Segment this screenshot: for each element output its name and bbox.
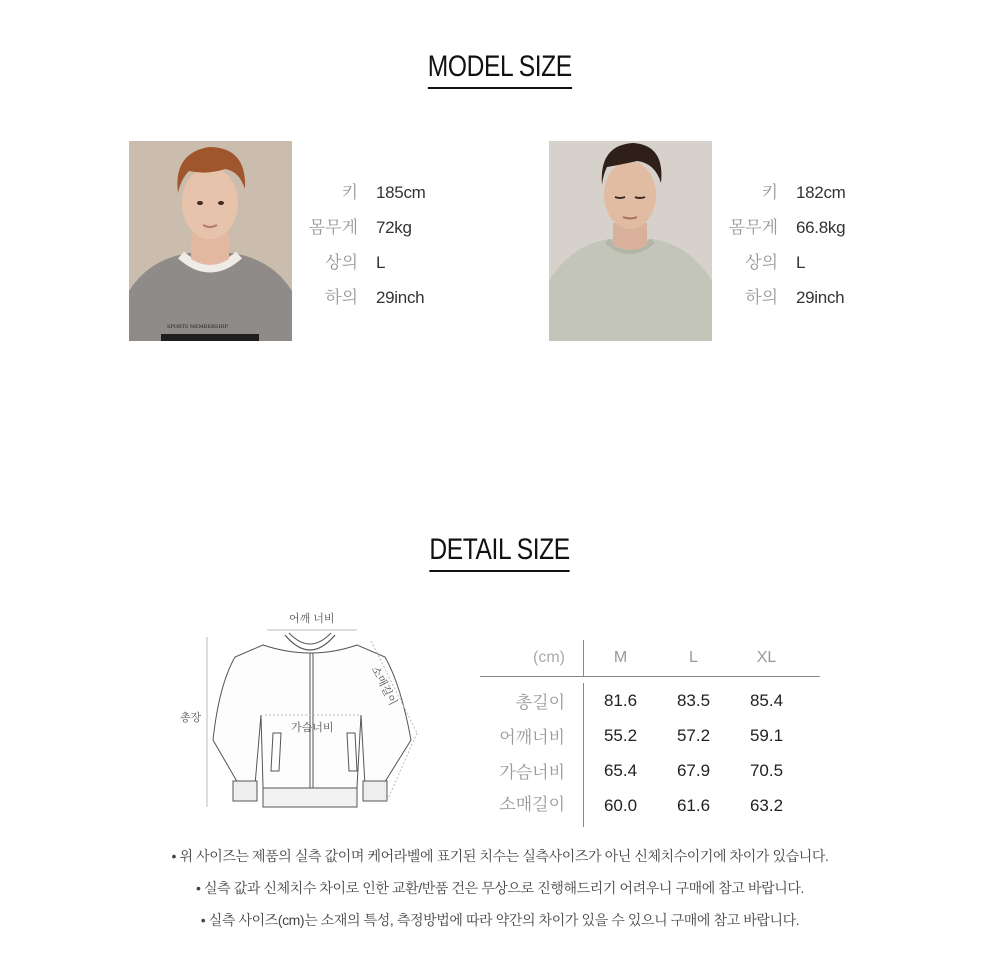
- jacket-diagram: [175, 605, 435, 815]
- spec-row-bottom: [298, 285, 426, 320]
- spec-row-height: [298, 180, 426, 215]
- row-label: 가슴너비: [480, 753, 584, 788]
- spec-label: 상의: [745, 253, 778, 272]
- total-length-label: 총장: [180, 712, 202, 724]
- spec-label: 키: [761, 183, 778, 202]
- size-header-m: M: [613, 649, 628, 666]
- shoulder-width-label: 어깨 너비: [289, 613, 335, 625]
- size-table: [480, 640, 820, 823]
- table-row: [480, 788, 820, 823]
- size-table-body: [480, 677, 820, 823]
- model-1-photo: [129, 141, 292, 341]
- spec-label: 몸무게: [728, 218, 778, 237]
- table-cell: 55.2: [603, 725, 638, 745]
- spec-label: 키: [341, 183, 358, 202]
- detail-size-title: [0, 533, 1000, 572]
- table-cell: 59.1: [749, 725, 784, 745]
- row-label: 소매길이: [480, 785, 584, 827]
- table-cell: 67.9: [676, 760, 711, 780]
- table-cell: 61.6: [676, 795, 711, 815]
- table-cell: 83.5: [676, 690, 711, 710]
- spec-value: L: [376, 253, 386, 272]
- table-cell: 70.5: [749, 760, 784, 780]
- sleeve-length-label: 소매길이: [368, 664, 399, 708]
- table-row: [480, 683, 820, 718]
- table-cell: 81.6: [603, 690, 638, 710]
- table-cell: 63.2: [749, 795, 784, 815]
- spec-row-bottom: [718, 285, 846, 320]
- table-row: [480, 753, 820, 788]
- spec-value: 29inch: [376, 288, 425, 307]
- unit-label: (cm): [480, 640, 584, 676]
- size-header-xl: XL: [756, 649, 777, 666]
- spec-value: 182cm: [796, 183, 846, 202]
- table-cell: 60.0: [603, 795, 638, 815]
- table-cell: 65.4: [603, 760, 638, 780]
- spec-value: 66.8kg: [796, 218, 846, 237]
- model-size-heading: MODEL SIZE: [428, 50, 572, 89]
- spec-value: L: [796, 253, 806, 272]
- spec-row-top: [298, 250, 426, 285]
- model-1-specs: [298, 180, 426, 320]
- row-label: 어깨너비: [480, 718, 584, 753]
- spec-row-height: [718, 180, 846, 215]
- spec-row-weight: [298, 215, 426, 250]
- svg-text:SPORTS MEMBERSHIP: SPORTS MEMBERSHIP: [167, 324, 229, 330]
- spec-label: 하의: [325, 288, 358, 307]
- model-size-title: [0, 50, 1000, 89]
- chest-width-label: 가슴너비: [291, 722, 334, 734]
- size-table-header: [480, 640, 820, 677]
- spec-row-weight: [718, 215, 846, 250]
- detail-size-heading: DETAIL SIZE: [430, 533, 570, 572]
- spec-row-top: [718, 250, 846, 285]
- spec-label: 상의: [325, 253, 358, 272]
- table-row: [480, 718, 820, 753]
- table-cell: 85.4: [749, 690, 784, 710]
- note-item: • 위 사이즈는 제품의 실측 값이며 케어라벨에 표기된 치수는 실측사이즈가 아닌 신체치수이기에 차이가 있습니다.: [0, 846, 1000, 866]
- jacket-outline-icon: [175, 605, 435, 815]
- table-cell: 57.2: [676, 725, 711, 745]
- model-2-photo: [549, 141, 712, 341]
- model-2-specs: [718, 180, 846, 320]
- note-item: • 실측 사이즈(cm)는 소재의 특성, 측정방법에 따라 약간의 차이가 있을 수 있으니 구매에 참고 바랍니다.: [0, 910, 1000, 930]
- note-item: • 실측 값과 신체치수 차이로 인한 교환/반품 건은 무상으로 진행해드리기 어려우니 구매에 참고 바랍니다.: [0, 878, 1000, 898]
- spec-label: 하의: [745, 288, 778, 307]
- size-header-l: L: [689, 649, 698, 666]
- spec-value: 72kg: [376, 218, 412, 237]
- spec-value: 29inch: [796, 288, 845, 307]
- row-label: 총길이: [480, 683, 584, 718]
- spec-value: 185cm: [376, 183, 426, 202]
- spec-label: 몸무게: [308, 218, 358, 237]
